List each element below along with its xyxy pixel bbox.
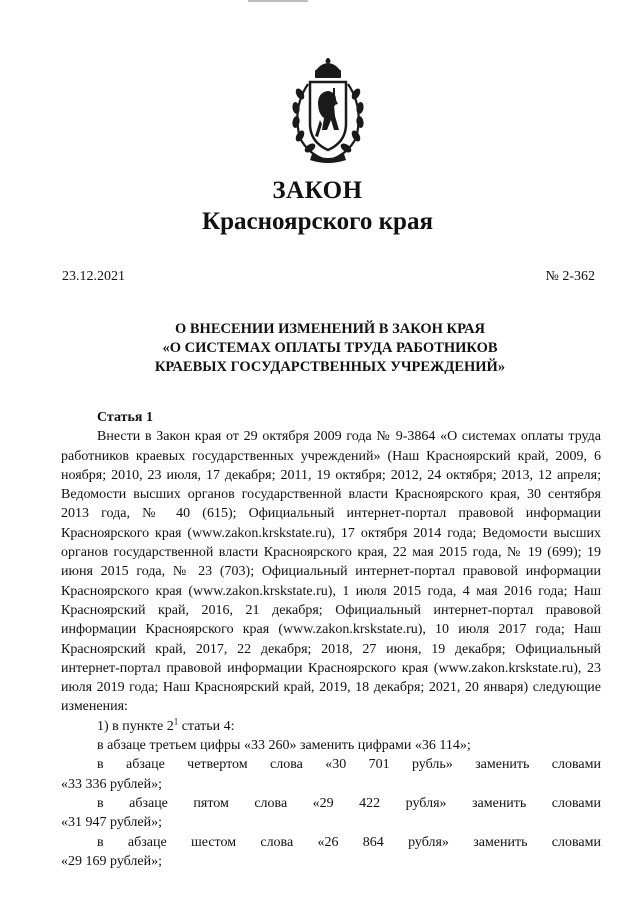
law-heading-line: КРАЕВЫХ ГОСУДАРСТВЕННЫХ УЧРЕЖДЕНИЙ» <box>154 359 506 375</box>
article-intro-paragraph: Внести в Закон края от 29 октября 2009 года № 9-3864 «О системах оплаты труда работников краевых государственных учреждений» (Наш Красноярский край, 2009, 6 ноября; 2010, 23 июля, 17 декабря; 2011, 19 октября; 2012, 24 октября; 2013, 12 апреля; Ведомости высших органов государственной власти Красноярского края, 30 сентября 2013 года, № 40 (615); Официальный интернет-портал правовой информации Красноярского края (www.zakon.krskstate.ru), 17 октября 2014 года; Ведомости высших органов государственной власти Красноярского края, 22 мая 2015 года, № 19 (699); 19 июня 2015 года, № 23 (703); Официальный интернет-портал правовой информации Красноярского края (www.zakon.krskstate.ru), 1 июля 2015 года, 4 мая 2016 года; Наш Красноярский край, 2016, 21 декабря; Официальный интернет-портал правовой информации Красноярского края (www.zakon.krskstate.ru), 10 июля 2017 года; Наш Красноярский край, 2017, 22 декабря; 2018, 27 июня, 19 декабря; Официальный интернет-портал правовой информации Красноярского края (www.zakon.krskstate.ru), 23 июля 2019 года; Наш Красноярский край, 2019, 18 декабря; 2021, 20 января) следующие изменения: <box>61 429 601 715</box>
law-heading <box>40 320 620 377</box>
amendment-line-sixth: в абзаце шестом слова «26 864 рубля» заменить словами <box>97 834 601 850</box>
law-heading-line: «О СИСТЕМАХ ОПЛАТЫ ТРУДА РАБОТНИКОВ <box>162 340 498 356</box>
document-date: 23.12.2021 <box>62 269 125 284</box>
amendment-line-fifth: в абзаце пятом слова «29 422 рубля» заменить словами <box>97 795 601 811</box>
law-heading-line: О ВНЕСЕНИИ ИЗМЕНЕНИЙ В ЗАКОН КРАЯ <box>174 321 486 337</box>
item-1 <box>61 717 601 736</box>
document-issuer-title: Красноярского края <box>202 208 433 235</box>
scan-mark <box>248 0 308 2</box>
amendment-line-fourth-continued: «33 336 рублей»; <box>61 776 162 792</box>
law-body <box>61 408 601 871</box>
item-1-text-start: 1) в пункте 2 <box>97 718 174 734</box>
amendment-line-third: в абзаце третьем цифры «33 260» заменить цифрами «36 114»; <box>97 738 471 754</box>
article-title: Статья 1 <box>97 410 153 425</box>
document-type-title: ЗАКОН <box>272 177 363 204</box>
amendment-line-fifth-continued: «31 947 рублей»; <box>61 815 162 831</box>
amendment-line-fourth: в абзаце четвертом слова «30 701 рубль» заменить словами <box>97 757 601 773</box>
amendment-line-sixth-continued: «29 169 рублей»; <box>61 853 162 869</box>
item-1-superscript: 1 <box>173 716 179 727</box>
document-number: № 2-362 <box>545 269 595 284</box>
item-1-text-end: статьи 4: <box>178 718 235 734</box>
coat-of-arms-emblem <box>288 58 368 166</box>
